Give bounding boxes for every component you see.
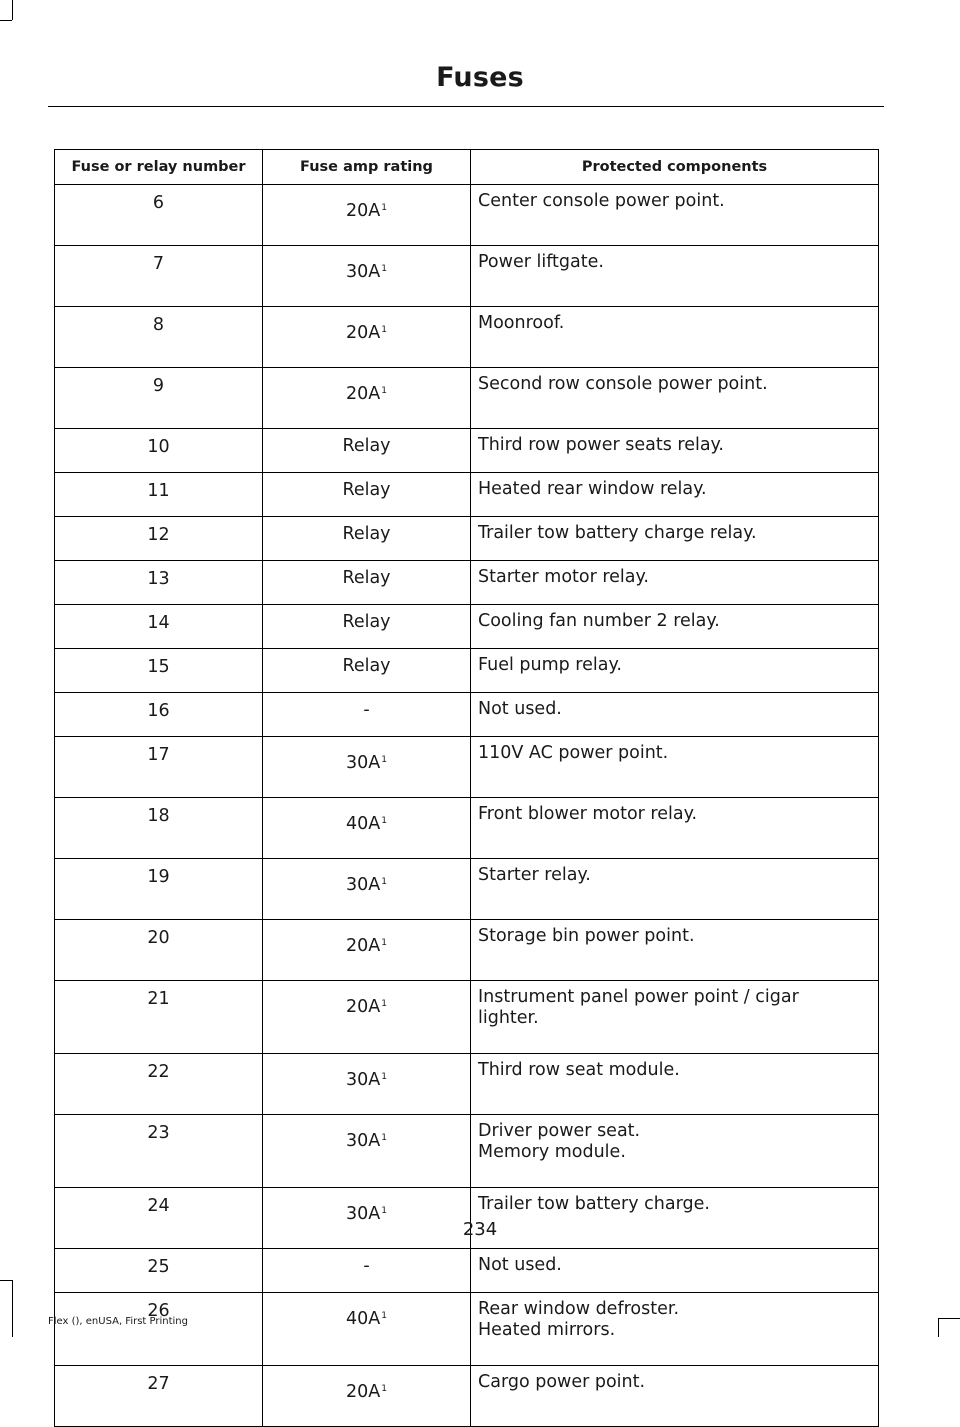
amp-rating-value: 30A: [346, 1131, 381, 1151]
footnote-marker: 1: [381, 203, 387, 213]
title-divider: [48, 106, 884, 107]
amp-rating-value: 30A: [346, 1070, 381, 1090]
component-line: Heated rear window relay.: [478, 479, 707, 499]
protected-components-cell: [471, 1054, 879, 1115]
footnote-marker: 1: [381, 938, 387, 948]
fuse-number-cell: 8: [55, 307, 263, 368]
footnote-marker: 1: [381, 264, 387, 274]
protected-components-cell: [471, 605, 879, 649]
amp-rating-value: Relay: [342, 656, 391, 676]
fuse-number-cell: 11: [55, 473, 263, 517]
table-row: [55, 185, 879, 246]
fuse-number-cell: 7: [55, 246, 263, 307]
footnote-marker: 1: [381, 1072, 387, 1082]
table-row: [55, 798, 879, 859]
component-line: Starter relay.: [478, 865, 591, 885]
protected-components-cell: [471, 561, 879, 605]
component-line: Center console power point.: [478, 191, 725, 211]
fuse-number-cell: 13: [55, 561, 263, 605]
component-line: lighter.: [478, 1008, 539, 1028]
amp-rating-value: Relay: [342, 612, 391, 632]
fuse-number-cell: 12: [55, 517, 263, 561]
fuse-number-cell: 20: [55, 920, 263, 981]
crop-mark: [938, 1318, 939, 1337]
protected-components-cell: [471, 246, 879, 307]
table-row: [55, 1249, 879, 1293]
footnote-marker: 1: [381, 1311, 387, 1321]
amp-rating-value: Relay: [342, 480, 391, 500]
fuse-number-cell: 16: [55, 693, 263, 737]
amp-rating-cell: [263, 246, 471, 307]
footnote-marker: 1: [381, 386, 387, 396]
header-fuse-number: Fuse or relay number: [55, 150, 263, 185]
fuse-number-cell: 14: [55, 605, 263, 649]
amp-rating-cell: [263, 1054, 471, 1115]
component-line: Storage bin power point.: [478, 926, 695, 946]
crop-mark: [0, 1280, 12, 1281]
table-row: [55, 307, 879, 368]
footnote-marker: 1: [381, 1133, 387, 1143]
protected-components-cell: [471, 737, 879, 798]
amp-rating-value: -: [363, 1256, 370, 1276]
amp-rating-value: 40A: [346, 814, 381, 834]
component-line: Third row power seats relay.: [478, 435, 724, 455]
table-row: [55, 1115, 879, 1188]
header-amp-rating: Fuse amp rating: [263, 150, 471, 185]
page-title: Fuses: [436, 62, 524, 93]
protected-components-cell: [471, 368, 879, 429]
component-line: Cargo power point.: [478, 1372, 646, 1392]
protected-components-cell: [471, 981, 879, 1054]
amp-rating-value: 30A: [346, 262, 381, 282]
fuse-number-cell: 23: [55, 1115, 263, 1188]
fuse-number-cell: 27: [55, 1366, 263, 1427]
fuse-number-cell: 24: [55, 1188, 263, 1249]
component-line: Not used.: [478, 699, 562, 719]
component-line: Moonroof.: [478, 313, 565, 333]
table-header-row: [55, 150, 879, 185]
amp-rating-cell: [263, 429, 471, 473]
component-line: Trailer tow battery charge.: [478, 1194, 710, 1214]
amp-rating-cell: [263, 981, 471, 1054]
footer-text: Flex (), enUSA, First Printing: [48, 1316, 188, 1327]
amp-rating-value: Relay: [342, 436, 391, 456]
table-row: [55, 473, 879, 517]
table-row: [55, 429, 879, 473]
page-number: 234: [462, 1219, 498, 1240]
amp-rating-cell: [263, 649, 471, 693]
footnote-marker: 1: [381, 999, 387, 1009]
fuse-number-cell: 26: [55, 1293, 263, 1366]
protected-components-cell: [471, 920, 879, 981]
amp-rating-cell: [263, 473, 471, 517]
table-row: [55, 649, 879, 693]
protected-components-cell: [471, 185, 879, 246]
footnote-marker: 1: [381, 325, 387, 335]
crop-mark: [12, 0, 13, 20]
header-protected-components: Protected components: [471, 150, 879, 185]
amp-rating-value: 30A: [346, 1204, 381, 1224]
table-row: [55, 1054, 879, 1115]
amp-rating-cell: [263, 1115, 471, 1188]
component-line: Third row seat module.: [478, 1060, 680, 1080]
protected-components-cell: [471, 307, 879, 368]
protected-components-cell: [471, 859, 879, 920]
amp-rating-value: 30A: [346, 753, 381, 773]
amp-rating-value: Relay: [342, 524, 391, 544]
table-row: [55, 246, 879, 307]
amp-rating-value: 20A: [346, 384, 381, 404]
amp-rating-cell: [263, 517, 471, 561]
component-line: Not used.: [478, 1255, 562, 1275]
crop-mark: [938, 1318, 960, 1319]
component-line: Power liftgate.: [478, 252, 604, 272]
protected-components-cell: [471, 429, 879, 473]
protected-components-cell: [471, 649, 879, 693]
amp-rating-cell: [263, 185, 471, 246]
table-row: [55, 981, 879, 1054]
component-line: Heated mirrors.: [478, 1320, 616, 1340]
footnote-marker: 1: [381, 877, 387, 887]
table-row: [55, 368, 879, 429]
fuse-number-cell: 25: [55, 1249, 263, 1293]
amp-rating-value: 20A: [346, 201, 381, 221]
table-row: [55, 920, 879, 981]
amp-rating-value: -: [363, 700, 370, 720]
fuse-number-cell: 10: [55, 429, 263, 473]
footnote-marker: 1: [381, 1384, 387, 1394]
crop-mark: [0, 20, 12, 21]
protected-components-cell: [471, 1249, 879, 1293]
table-row: [55, 605, 879, 649]
protected-components-cell: [471, 693, 879, 737]
component-line: Rear window defroster.: [478, 1299, 680, 1319]
component-line: Trailer tow battery charge relay.: [478, 523, 757, 543]
amp-rating-cell: [263, 1249, 471, 1293]
amp-rating-cell: [263, 1366, 471, 1427]
fuse-number-cell: 21: [55, 981, 263, 1054]
protected-components-cell: [471, 1115, 879, 1188]
fuse-table-body: [55, 185, 879, 1427]
component-line: Driver power seat.: [478, 1121, 641, 1141]
amp-rating-cell: [263, 561, 471, 605]
amp-rating-cell: [263, 1293, 471, 1366]
protected-components-cell: [471, 1293, 879, 1366]
fuse-number-cell: 9: [55, 368, 263, 429]
amp-rating-value: Relay: [342, 568, 391, 588]
component-line: Second row console power point.: [478, 374, 768, 394]
footnote-marker: 1: [381, 816, 387, 826]
protected-components-cell: [471, 1366, 879, 1427]
amp-rating-cell: [263, 798, 471, 859]
fuse-number-cell: 22: [55, 1054, 263, 1115]
footnote-marker: 1: [381, 1206, 387, 1216]
amp-rating-cell: [263, 693, 471, 737]
fuse-number-cell: 6: [55, 185, 263, 246]
component-line: Front blower motor relay.: [478, 804, 698, 824]
fuse-number-cell: 19: [55, 859, 263, 920]
amp-rating-value: 20A: [346, 1382, 381, 1402]
amp-rating-cell: [263, 859, 471, 920]
component-line: Memory module.: [478, 1142, 626, 1162]
component-line: Cooling fan number 2 relay.: [478, 611, 720, 631]
table-row: [55, 737, 879, 798]
component-line: Starter motor relay.: [478, 567, 649, 587]
amp-rating-value: 40A: [346, 1309, 381, 1329]
amp-rating-cell: [263, 605, 471, 649]
amp-rating-value: 30A: [346, 875, 381, 895]
amp-rating-cell: [263, 307, 471, 368]
table-row: [55, 1366, 879, 1427]
footnote-marker: 1: [381, 755, 387, 765]
component-line: Instrument panel power point / cigar: [478, 987, 799, 1007]
table-row: [55, 1293, 879, 1366]
fuse-number-cell: 15: [55, 649, 263, 693]
crop-mark: [12, 1280, 13, 1337]
amp-rating-cell: [263, 368, 471, 429]
protected-components-cell: [471, 798, 879, 859]
protected-components-cell: [471, 517, 879, 561]
amp-rating-value: 20A: [346, 323, 381, 343]
amp-rating-value: 20A: [346, 936, 381, 956]
amp-rating-cell: [263, 920, 471, 981]
table-row: [55, 693, 879, 737]
table-row: [55, 517, 879, 561]
amp-rating-cell: [263, 737, 471, 798]
table-row: [55, 859, 879, 920]
amp-rating-value: 20A: [346, 997, 381, 1017]
component-line: 110V AC power point.: [478, 743, 669, 763]
component-line: Fuel pump relay.: [478, 655, 622, 675]
protected-components-cell: [471, 473, 879, 517]
fuse-number-cell: 17: [55, 737, 263, 798]
fuse-number-cell: 18: [55, 798, 263, 859]
table-row: [55, 561, 879, 605]
